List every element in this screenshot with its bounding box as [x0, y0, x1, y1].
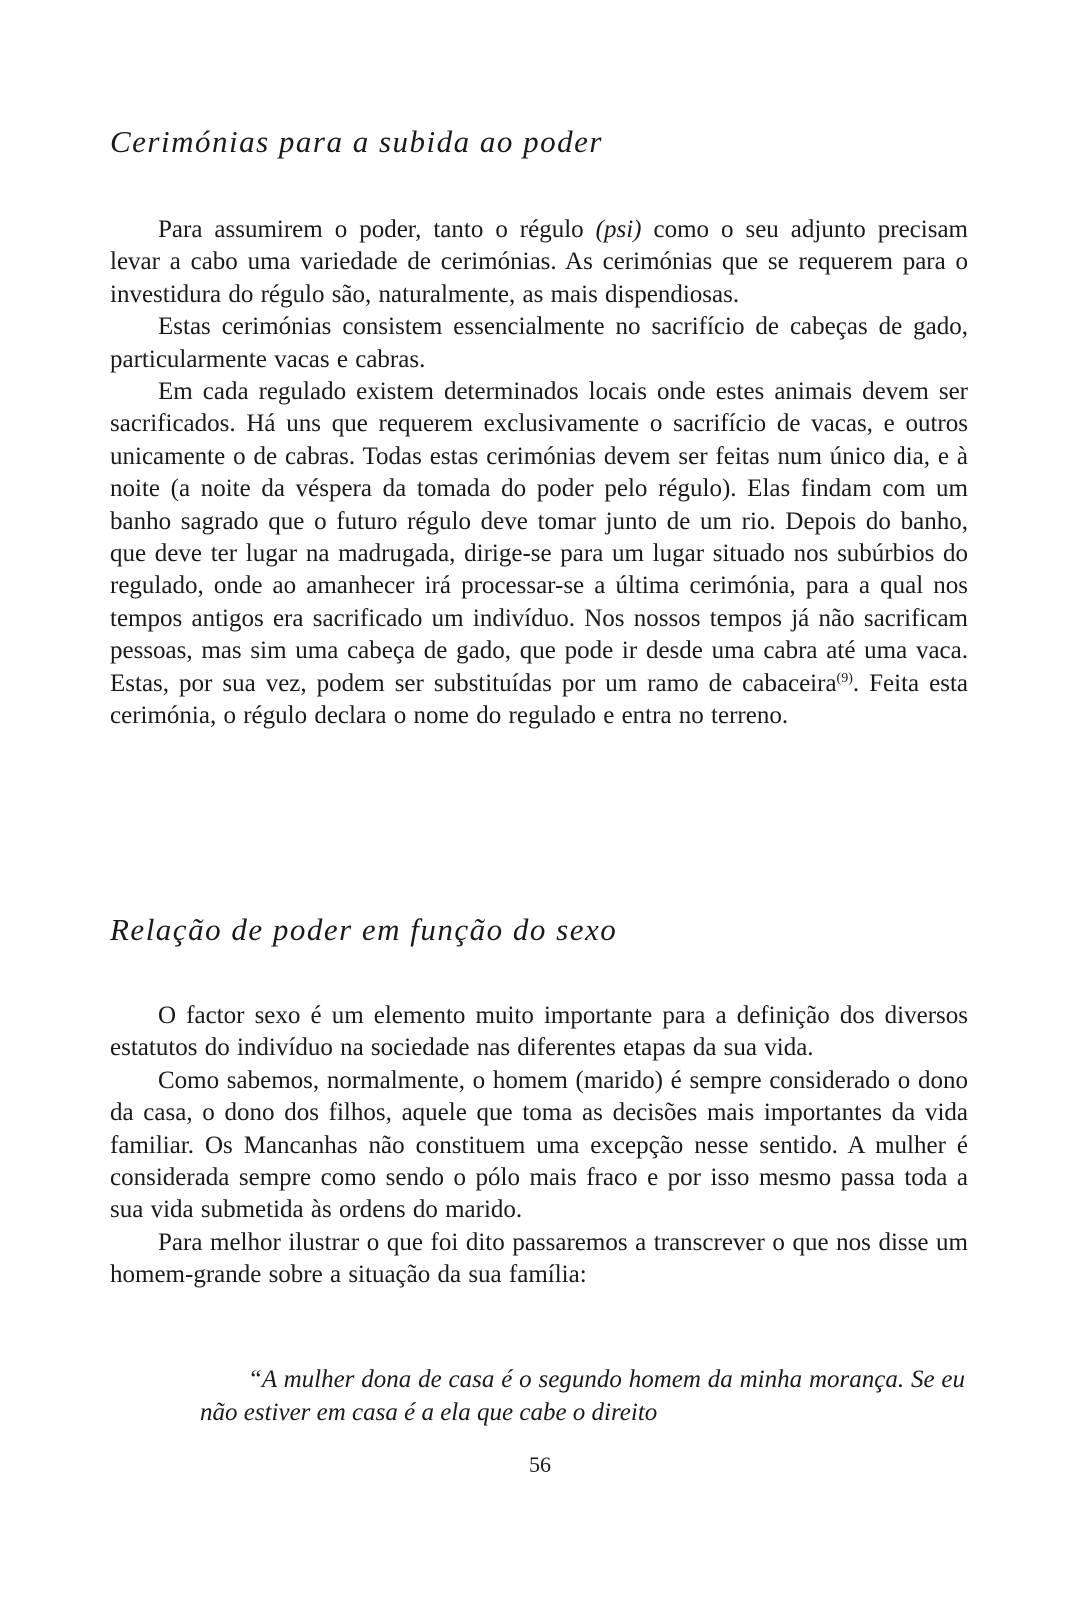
paragraph — [110, 214, 968, 311]
paragraph: O factor sexo é um elemento muito importante para a definição dos diversos estatutos do indivíduo na sociedade nas diferentes etapas da sua vida. — [110, 1002, 968, 1062]
paragraph: Estas cerimónias consistem essencialmente no sacrifício de cabeças de gado, particularmente vacas e cabras. — [110, 313, 968, 373]
paragraph-text: . Feita esta cerimónia, o régulo declara o nome do regulado e entra no terreno. — [110, 669, 968, 730]
section-heading-ceremonies: Cerimónias para a subida ao poder — [110, 124, 603, 159]
section-body-gender-power — [110, 1000, 968, 1292]
quote-text: “A mulher dona de casa é o segundo homem da minha morança. Se eu não estiver em casa é a ela que cabe o direito — [200, 1366, 965, 1426]
footnote-reference: (9) — [836, 670, 853, 686]
page-number: 56 — [529, 1452, 551, 1477]
paragraph: Como sabemos, normalmente, o homem (marido) é sempre considerado o dono da casa, o dono dos filhos, aquele que toma as decisões mais importantes da vida familiar. Os Mancanhas não constituem uma excepção nesse sentido. A mulher é considerada sempre como sendo o pólo mais fraco e por isso mesmo passa toda a sua vida submetida às ordens do marido. — [110, 1066, 968, 1224]
section-body-ceremonies — [110, 214, 968, 733]
paragraph-text: como o seu adjunto precisam levar a cabo uma variedade de cerimónias. As cerimónias que se requerem para o investidura do régulo são, naturalmente, as mais dispendiosas. — [110, 216, 968, 308]
paragraph-text: Para assumirem o poder, tanto o régulo — [158, 216, 596, 243]
paragraph-text: Em cada regulado existem determinados locais onde estes animais devem ser sacrificados. Há uns que requerem exclusivamente o sacrifício de vacas, e outros unicamente o de cabras. Todas estas cerimónias devem ser feitas num único dia, e à noite (a noite da véspera da tomada do poder pelo régulo). Elas findam com um banho sagrado que o futuro régulo deve tomar junto de um rio. Depois do banho, que deve ter lugar na madrugada, dirige-se para um lugar situado nos subúrbios do regulado, onde ao amanhecer irá processar-se a última cerimónia, para a qual nos tempos antigos era sacrificado um indivíduo. Nos nossos tempos já não sacrificam pessoas, mas sim uma cabeça de gado, que pode ir desde uma cabra até uma vaca. Estas, por sua vez, podem ser substituídas por um ramo de cabaceira — [110, 378, 968, 697]
term-psi: (psi) — [595, 216, 642, 243]
block-quote — [200, 1363, 965, 1429]
paragraph — [110, 376, 968, 732]
section-heading-gender-power: Relação de poder em função do sexo — [110, 912, 618, 947]
paragraph: Para melhor ilustrar o que foi dito passaremos a transcrever o que nos disse um homem-grande sobre a situação da sua família: — [110, 1228, 968, 1289]
